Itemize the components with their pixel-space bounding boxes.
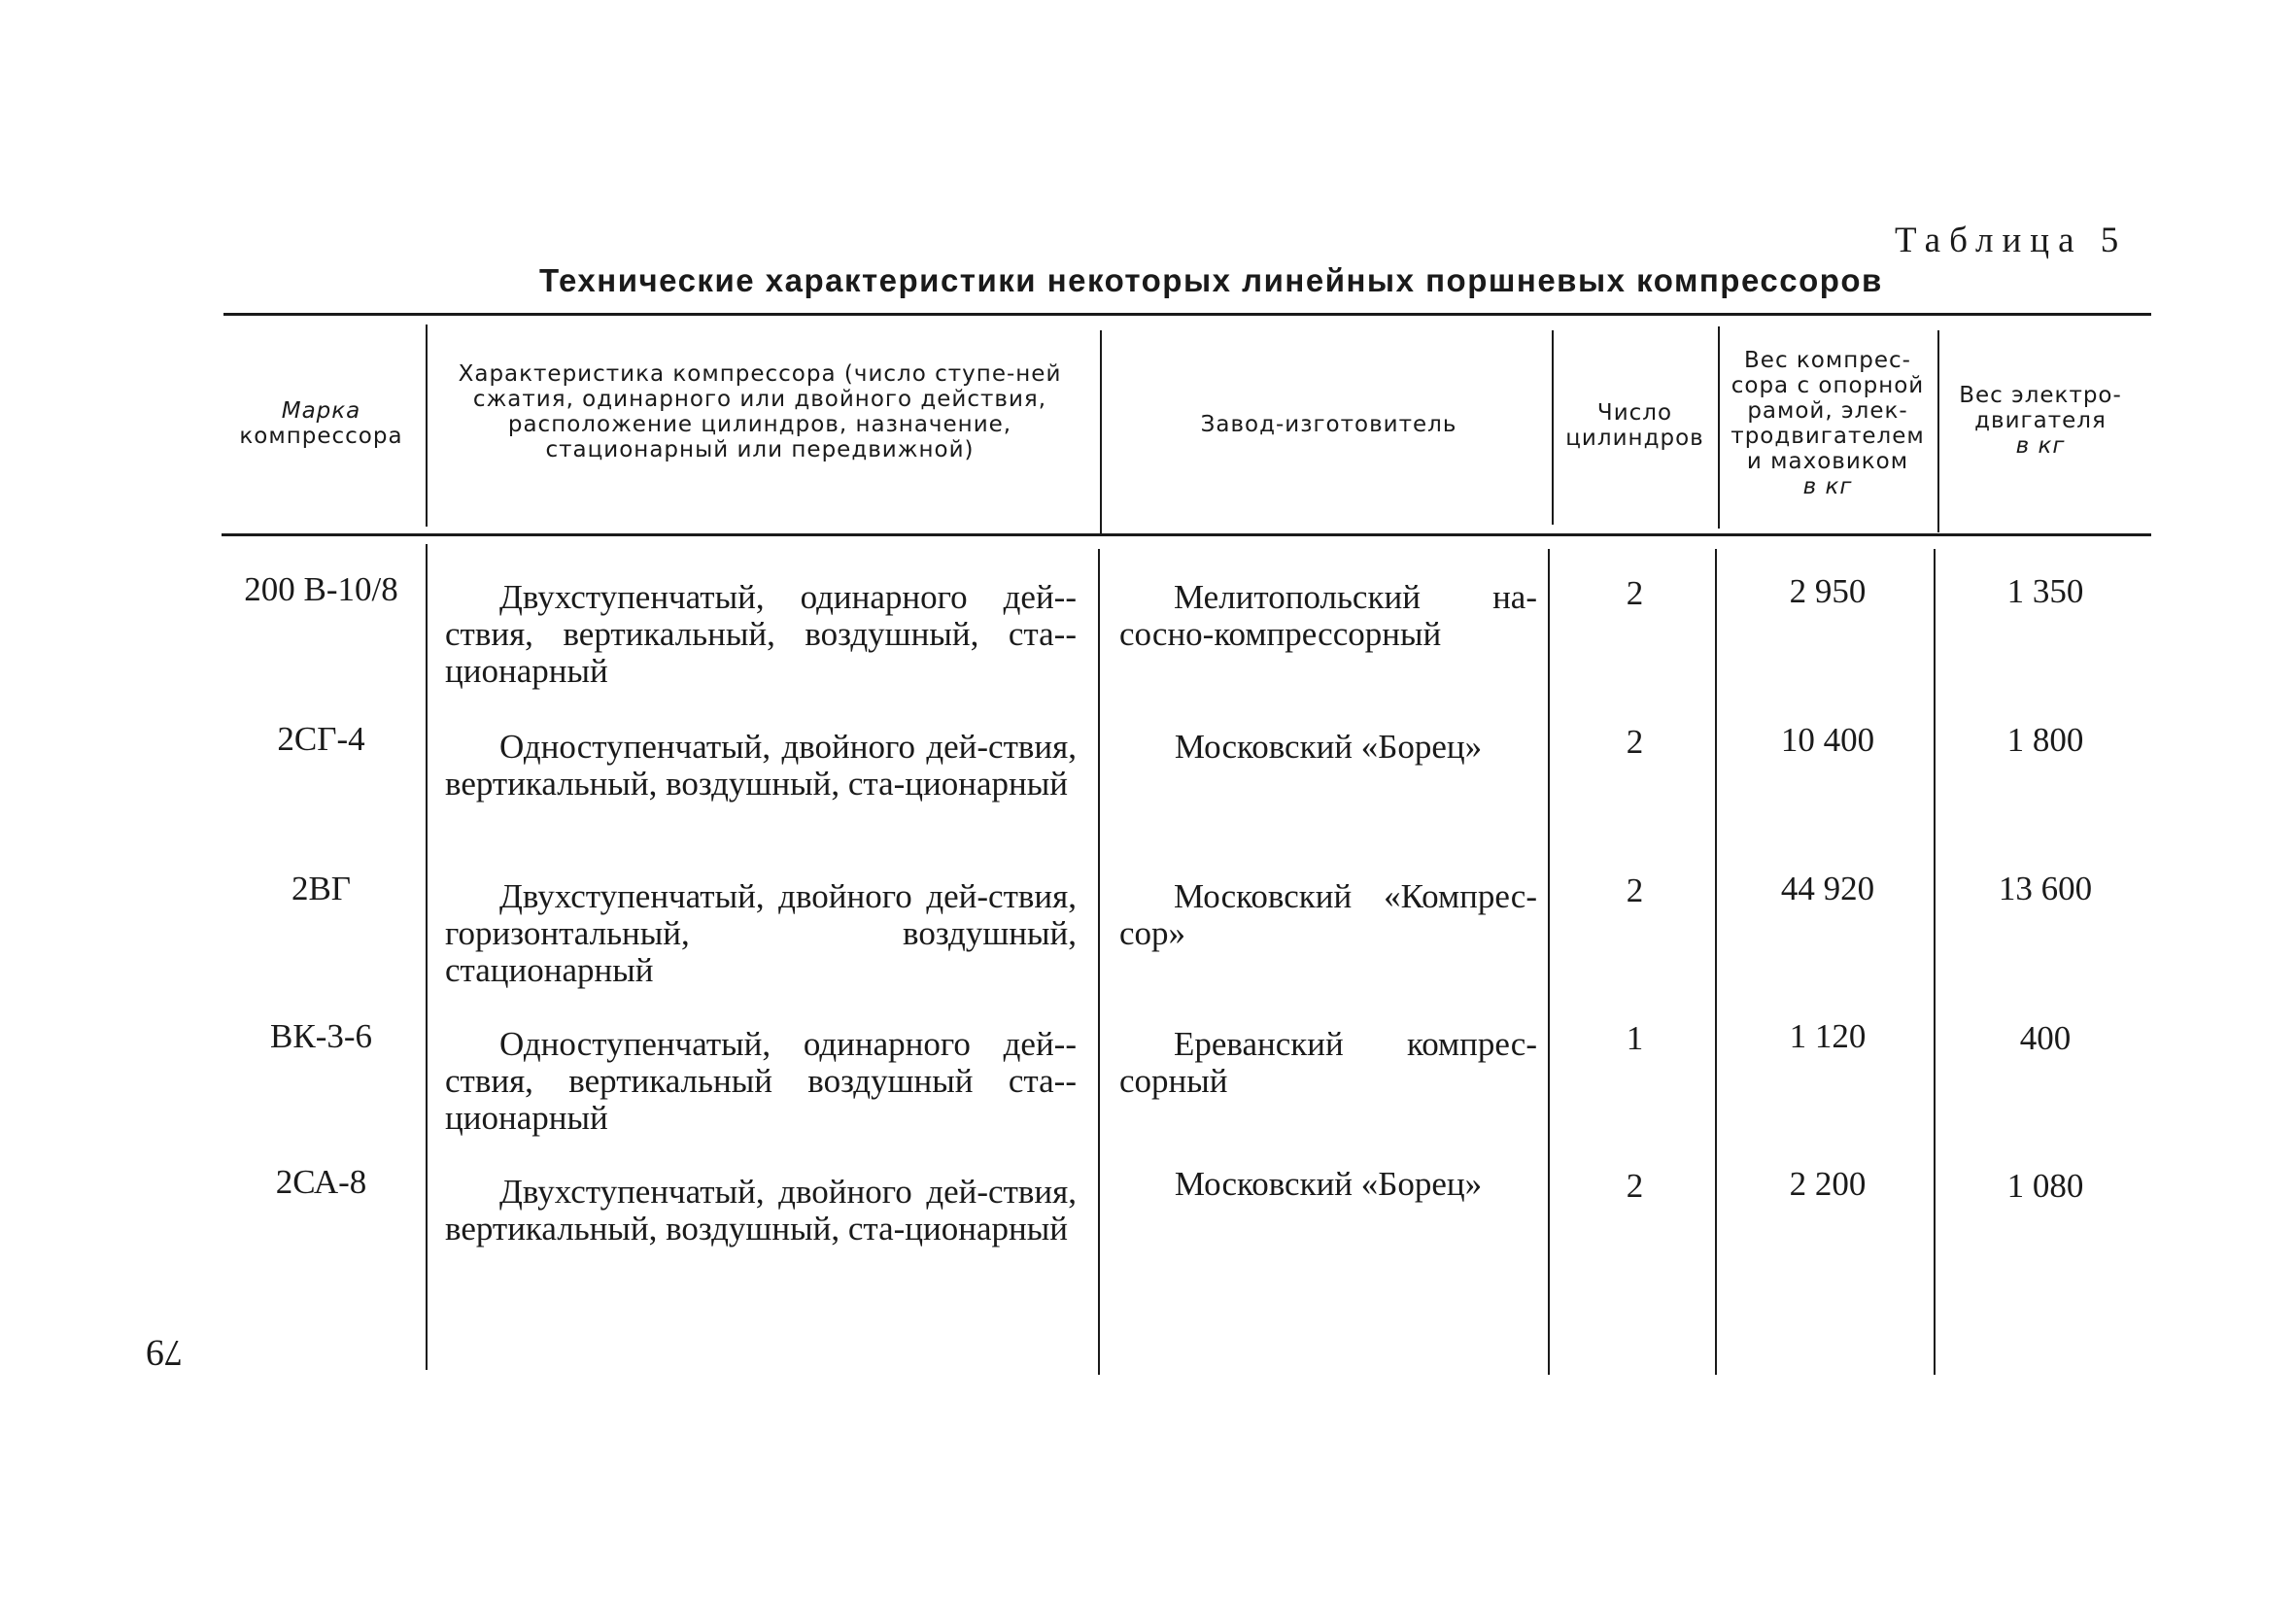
header-cylinders (1555, 400, 1715, 451)
table-row-cylinders: 2 (1626, 723, 1644, 761)
header-divider (1937, 330, 1939, 532)
header-divider (1552, 330, 1554, 525)
table-row-weight-compressor: 44 920 (1780, 870, 1875, 907)
header-bottom-rule (222, 533, 2151, 536)
body-divider (1715, 549, 1717, 1375)
table-row-mark: 200 В-10/8 (244, 570, 398, 608)
table-row-mark: 2СГ-4 (277, 720, 365, 758)
header-weight-compressor-unit: в кг (1802, 474, 1853, 499)
header-weight-motor-unit: в кг (2015, 433, 2066, 459)
table-top-rule (223, 313, 2151, 316)
table-row-weight-motor: 13 600 (1998, 870, 2093, 907)
table-row-mark: ВК-3-6 (270, 1017, 372, 1055)
table-row-factory: Московский «Борец» (1174, 728, 1483, 766)
header-weight-motor (1943, 383, 2138, 459)
page-number: 79 (146, 1332, 183, 1373)
table-row-characteristic: Одноступенчатый, одинарного дей-ствия, вертикальный воздушный ста-ционарный (445, 1025, 1077, 1137)
body-divider (1548, 549, 1550, 1375)
table-row-mark: 2ВГ (291, 870, 352, 907)
table-row-weight-motor: 400 (2019, 1019, 2072, 1057)
table-row-cylinders: 1 (1626, 1019, 1644, 1057)
header-weight-compressor-text: Вес компрес-сора с опорной рамой, элек-тродвигателем и маховиком (1731, 348, 1925, 474)
table-row-factory: Московский «Компрес-сор» (1119, 877, 1537, 952)
header-factory-text: Завод-изготовитель (1200, 412, 1457, 437)
body-divider (1934, 549, 1936, 1375)
table-row-factory: Ереванский компрес-сорный (1119, 1025, 1537, 1100)
table-number: Таблица 5 (1895, 221, 2128, 260)
table-row-weight-compressor: 1 120 (1789, 1017, 1867, 1055)
table-row-characteristic: Двухступенчатый, двойного дей-ствия, вертикальный, воздушный, ста-ционарный (445, 1173, 1077, 1247)
table-row-characteristic: Одноступенчатый, двойного дей-ствия, вертикальный, воздушный, ста-ционарный (445, 728, 1077, 803)
table-row-cylinders: 2 (1626, 871, 1644, 909)
header-divider (1100, 330, 1102, 534)
header-weight-motor-text: Вес электро-двигателя (1959, 383, 2122, 433)
table-row-weight-compressor: 10 400 (1780, 721, 1875, 759)
table-row-characteristic: Двухступенчатый, двойного дей-ствия, горизонтальный, воздушный, стационарный (445, 877, 1077, 989)
table-row-cylinders: 2 (1626, 574, 1644, 612)
table-row-mark: 2СА-8 (275, 1163, 367, 1201)
table-row-factory: Московский «Борец» (1174, 1165, 1483, 1203)
table-row-weight-compressor: 2 950 (1789, 572, 1867, 610)
table-title: Технические характеристики некоторых линейных поршневых компрессоров (539, 262, 1883, 298)
table-row-weight-compressor: 2 200 (1789, 1165, 1867, 1203)
header-mark-text: компрессора (239, 424, 403, 449)
header-weight-compressor (1720, 348, 1936, 499)
table-row-cylinders: 2 (1626, 1167, 1644, 1205)
table-row-weight-motor: 1 080 (2006, 1167, 2084, 1205)
header-characteristic-text: Характеристика компрессора (число ступе-ней сжатия, одинарного или двойного действия, расположение цилиндров, назначение, стационарный или передвижной) (458, 361, 1062, 462)
header-characteristic (449, 361, 1071, 462)
body-divider (426, 544, 428, 1370)
header-mark (222, 398, 421, 449)
table-row-weight-motor: 1 350 (2006, 572, 2084, 610)
header-factory (1108, 412, 1550, 437)
table-row-weight-motor: 1 800 (2006, 721, 2084, 759)
body-divider (1098, 549, 1100, 1375)
header-mark-italic: Марка (281, 398, 361, 424)
header-cylinders-text: Число цилиндров (1565, 400, 1704, 451)
table-row-characteristic: Двухступенчатый, одинарного дей-ствия, вертикальный, воздушный, ста-ционарный (445, 578, 1077, 690)
table-row-factory: Мелитопольский на-сосно-компрессорный (1119, 578, 1537, 653)
header-divider (426, 325, 428, 527)
